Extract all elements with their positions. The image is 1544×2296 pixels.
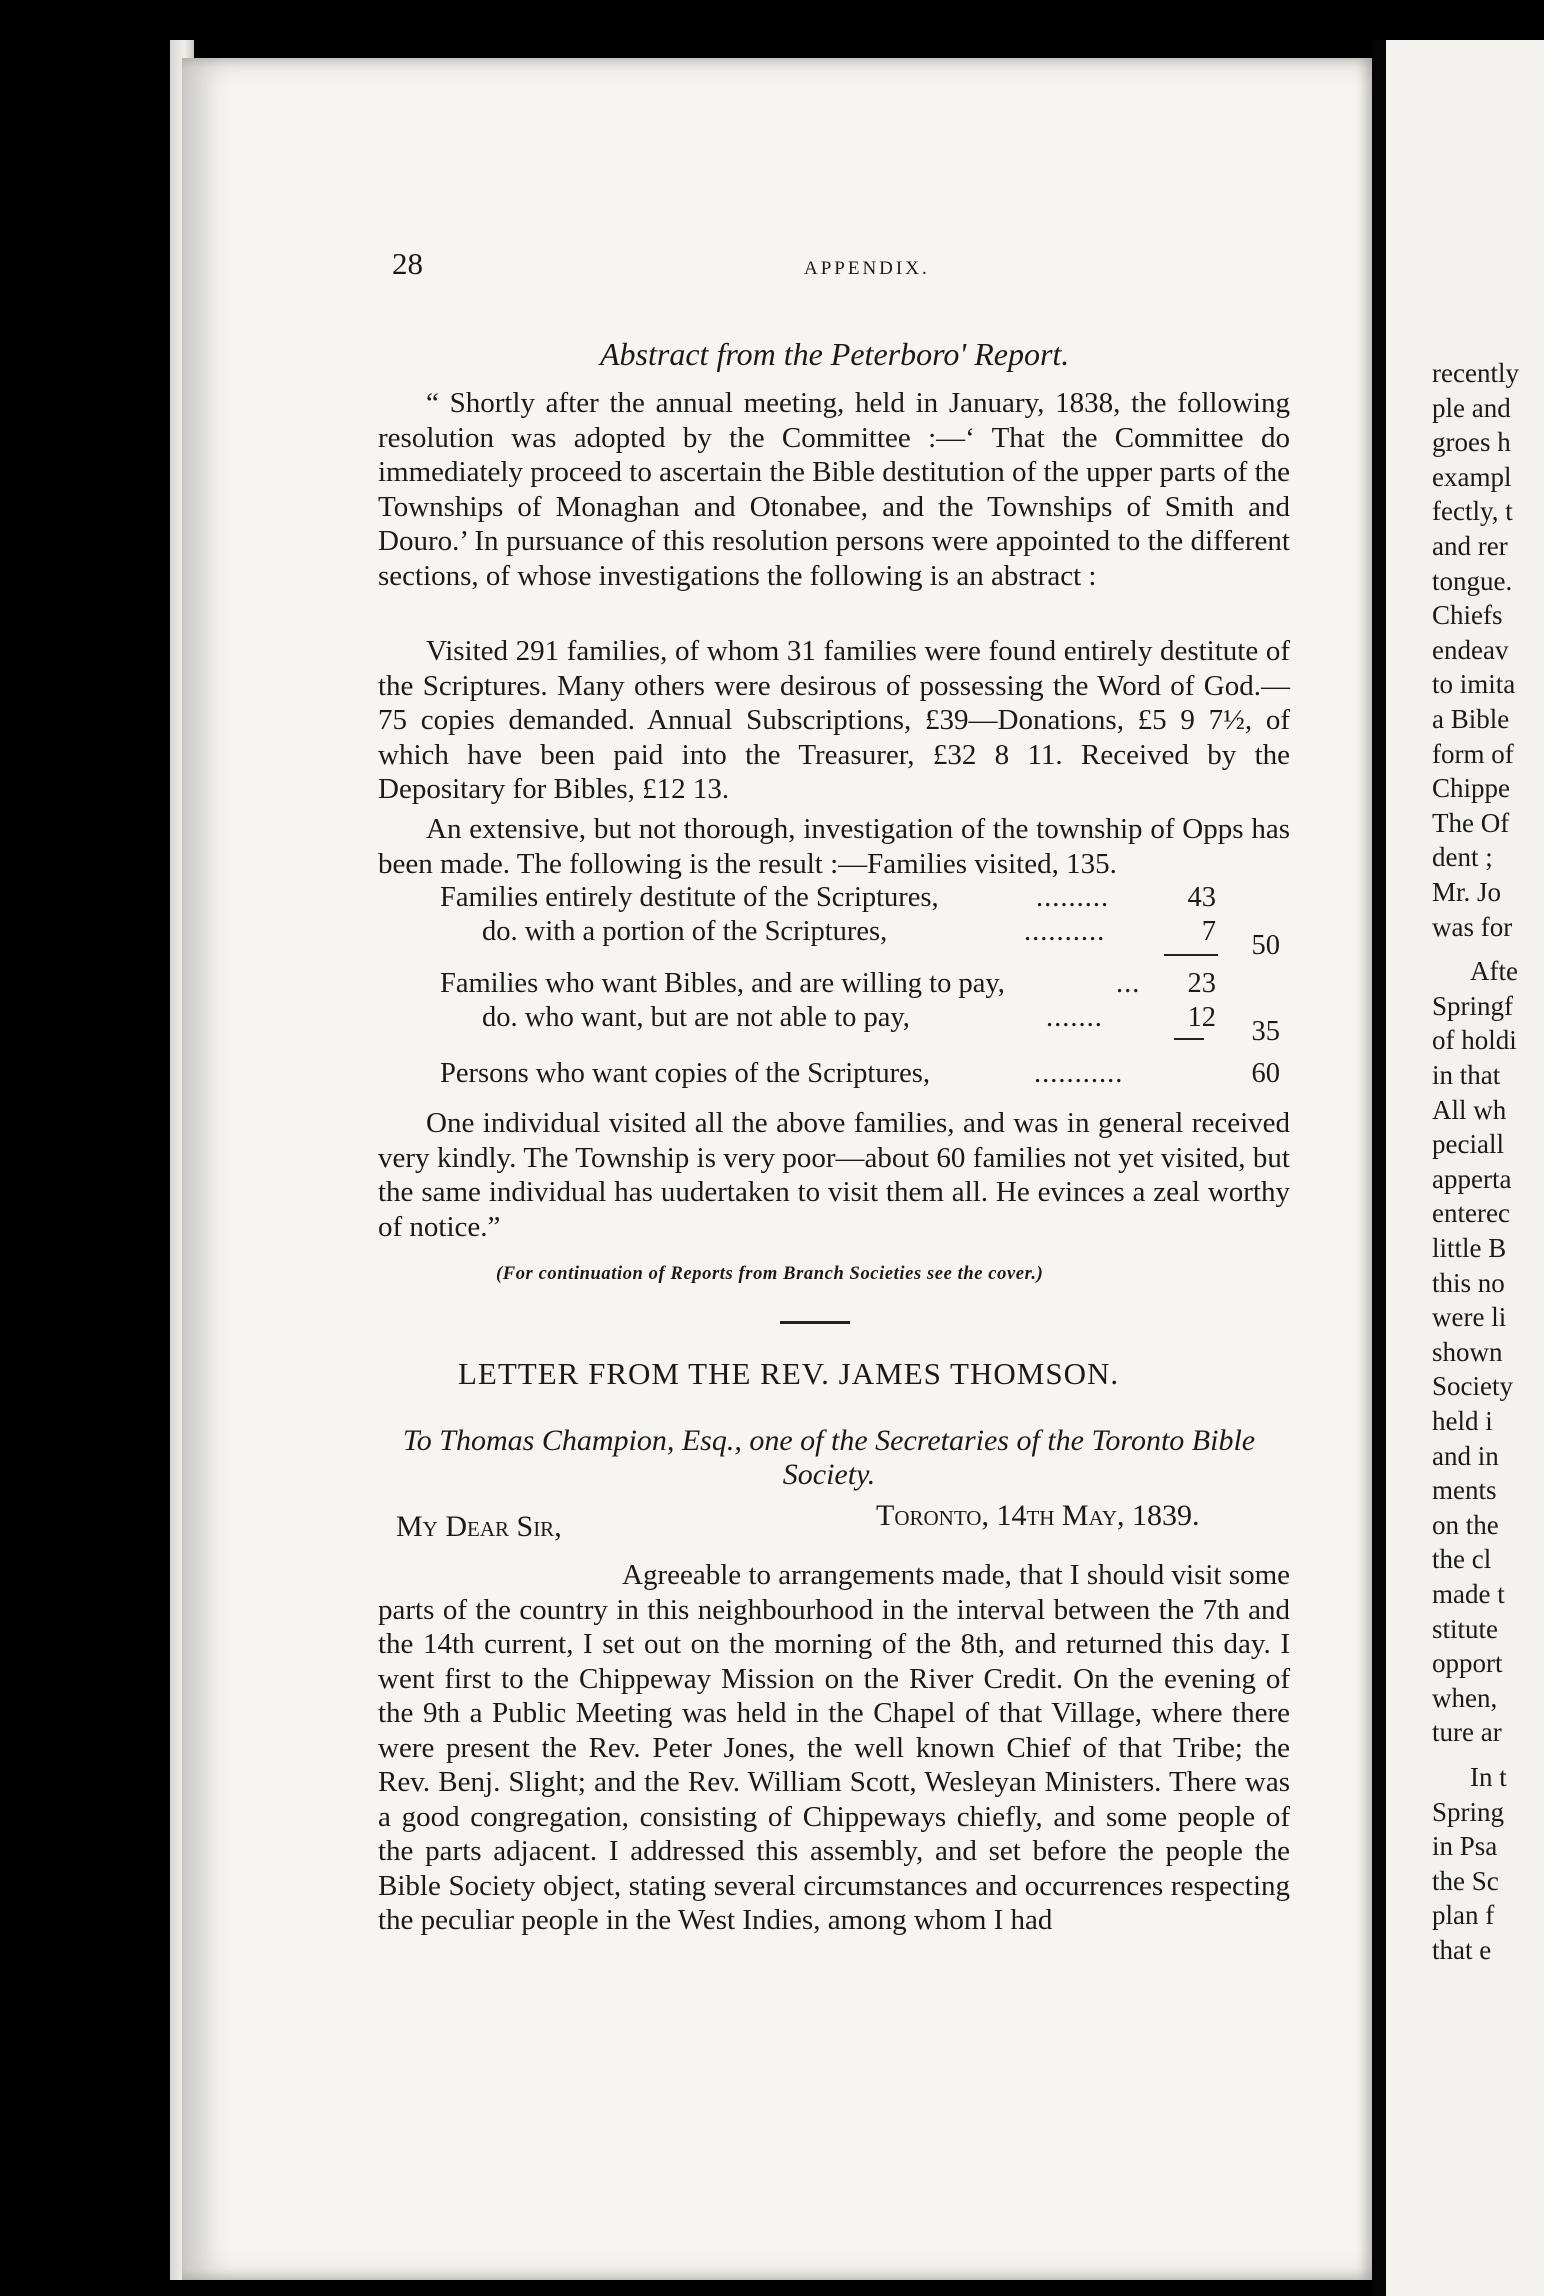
right-page-line: endeav [1432, 634, 1509, 665]
right-page-line: form of [1432, 738, 1514, 769]
right-page-line: was for [1432, 911, 1513, 942]
right-page-line: Society [1432, 1371, 1513, 1402]
sum-rule [1174, 1038, 1204, 1040]
right-page-line: shown [1432, 1336, 1503, 1367]
right-page-line: exampl [1432, 461, 1512, 492]
table-row [378, 882, 1290, 916]
right-page-line: Chiefs [1432, 600, 1503, 631]
table-row-label: Families who want Bibles, and are willing to pay, [440, 968, 1005, 999]
table-row-label: do. who want, but are not able to pay, [482, 1002, 910, 1033]
right-page-line: The Of [1432, 807, 1510, 838]
right-page-line: to imita [1432, 669, 1516, 700]
abstract-paragraph-4: One individual visited all the above families, and was in general received very kindly. The Township is very poor—about 60 families not yet visited, but the same individual has uudertaken to visit them all. He evinces a zeal worthy of notice.” [378, 1107, 1290, 1243]
right-page-line: the cl [1432, 1544, 1492, 1575]
right-page-line: that e [1432, 1935, 1492, 1965]
right-page-line: Chippe [1432, 773, 1510, 804]
letter-place-date: Toronto, 14th May, 1839. [876, 1499, 1200, 1532]
leader-dots: ....... [1046, 1002, 1103, 1033]
right-page-line: plan f [1432, 1900, 1495, 1931]
abstract-title: Abstract from the Peterboro' Report. [600, 336, 1070, 372]
right-page-line: enterec [1432, 1198, 1510, 1229]
section-divider [780, 1321, 850, 1324]
continuation-note: (For continuation of Reports from Branch Societies see the cover.) [496, 1264, 1044, 1284]
right-page-line: Spring [1432, 1796, 1505, 1827]
right-page-line: and rer [1432, 531, 1508, 561]
sum-rule [1164, 954, 1218, 956]
right-page-line: All wh [1432, 1094, 1507, 1125]
right-page-line: a Bible [1432, 704, 1510, 734]
abstract-paragraph-1: “ Shortly after the annual meeting, held in January, 1838, the following resolution was adopted by the Committee :—‘ That the Committee do immediately proceed to ascertain the Bible destitution of the upper parts of the Townships of Monaghan and Otonabee, and the Townships of Smith and Douro.’ In pursuance of this resolution persons were appointed to the different sections, of whose investigations the following is an abstract : [378, 387, 1290, 592]
table-row-label: Persons who want copies of the Scriptures, [440, 1058, 930, 1089]
book-gutter [1372, 40, 1386, 2296]
right-page-line: ple and [1432, 392, 1511, 423]
table-row [378, 1058, 1290, 1092]
right-page-line: and in [1432, 1440, 1499, 1471]
right-page-line: stitute [1432, 1613, 1498, 1644]
leader-dots: ........... [1034, 1058, 1124, 1089]
right-page-line: in that [1432, 1060, 1501, 1090]
letter-title: LETTER FROM THE REV. JAMES THOMSON. [458, 1356, 1120, 1391]
right-page-line: the Sc [1432, 1865, 1499, 1896]
right-page-line: were li [1432, 1302, 1507, 1333]
running-head: APPENDIX. [804, 258, 930, 279]
page-header [392, 246, 1282, 286]
right-page-line: this no [1432, 1267, 1505, 1298]
right-page-line: recently [1432, 358, 1519, 388]
right-page-line: on the [1432, 1509, 1499, 1540]
table-row-total: 60 [1251, 1058, 1280, 1089]
table-row-value: 12 [1187, 1002, 1216, 1033]
right-page-line: peciall [1432, 1129, 1504, 1160]
right-page-line: of holdi [1432, 1025, 1517, 1056]
abstract-paragraph-3: An extensive, but not thorough, investigation of the township of Opps has been made. The following is the result :—Families visited, 135. [378, 813, 1290, 880]
table-row [378, 968, 1290, 1002]
abstract-paragraph-2: Visited 291 families, of whom 31 families were found entirely destitute of the Scriptures. Many others were desirous of possessing the Word of God.—75 copies demanded. Annual Subscriptions, £39—Donations, £5 9 7½, of which have been paid into the Treasurer, £32 8 11. Received by the Depositary for Bibles, £12 13. [378, 635, 1290, 805]
right-page-line: Springf [1432, 990, 1513, 1021]
right-page-line: when, [1432, 1682, 1498, 1713]
leader-dots: .......... [1024, 916, 1106, 947]
leader-dots: ... [1116, 968, 1141, 999]
right-page-line: little B [1432, 1233, 1507, 1263]
right-page-line: in Psa [1432, 1831, 1498, 1862]
table-row-value: 43 [1187, 882, 1216, 913]
page-number: 28 [392, 246, 423, 281]
table-row-label: do. with a portion of the Scriptures, [482, 916, 888, 947]
right-page-line: Mr. Jo [1432, 877, 1502, 907]
right-page-line: fectly, t [1432, 496, 1513, 527]
right-page-line: tongue. [1432, 565, 1513, 596]
right-page-line: made t [1432, 1579, 1505, 1609]
survey-table [378, 882, 1290, 1092]
leader-dots: ......... [1036, 882, 1110, 913]
table-row-total: 35 [1251, 1016, 1280, 1047]
letter-salutation: My Dear Sir, [396, 1510, 562, 1543]
right-page-line: In t [1470, 1762, 1507, 1792]
letter-body: Agreeable to arrangements made, that I should visit some parts of the country in this neighbourhood in the interval between the 7th and the 14th current, I set out on the morning of the 8th, and returned this day. I went first to the Chippeway Mission on the River Credit. On the evening of the 9th a Public Meeting was held in the Chapel of that Village, where there were present the Rev. Peter Jones, the well known Chief of that Tribe; the Rev. Benj. Slight; and the Rev. William Scott, Wesleyan Ministers. There was a good congregation, consisting of Chippeways chiefly, and some people of the parts adjacent. I addressed this assembly, and set before the people the Bible Society object, stating several circumstances and occurrences respecting the peculiar people in the West Indies, among whom I had [378, 1559, 1290, 1936]
table-row-total: 50 [1251, 930, 1280, 961]
table-row [378, 1002, 1290, 1047]
right-page-line: Afte [1470, 956, 1518, 987]
right-page-line: ture ar [1432, 1717, 1502, 1748]
table-row-value: 23 [1187, 968, 1216, 999]
letter-addressee: To Thomas Champion, Esq., one of the Secretaries of the Toronto Bible Society. [402, 1424, 1256, 1491]
right-page-line: ments [1432, 1475, 1497, 1506]
right-page-line: dent ; [1432, 842, 1493, 873]
table-row-value: 7 [1201, 916, 1216, 947]
right-page-line: apperta [1432, 1163, 1512, 1194]
right-page-line: opport [1432, 1648, 1503, 1679]
right-page-line: groes h [1432, 427, 1511, 458]
table-row [378, 916, 1290, 961]
table-row-label: Families entirely destitute of the Scriptures, [440, 882, 939, 913]
right-page-line: held i [1432, 1406, 1493, 1436]
